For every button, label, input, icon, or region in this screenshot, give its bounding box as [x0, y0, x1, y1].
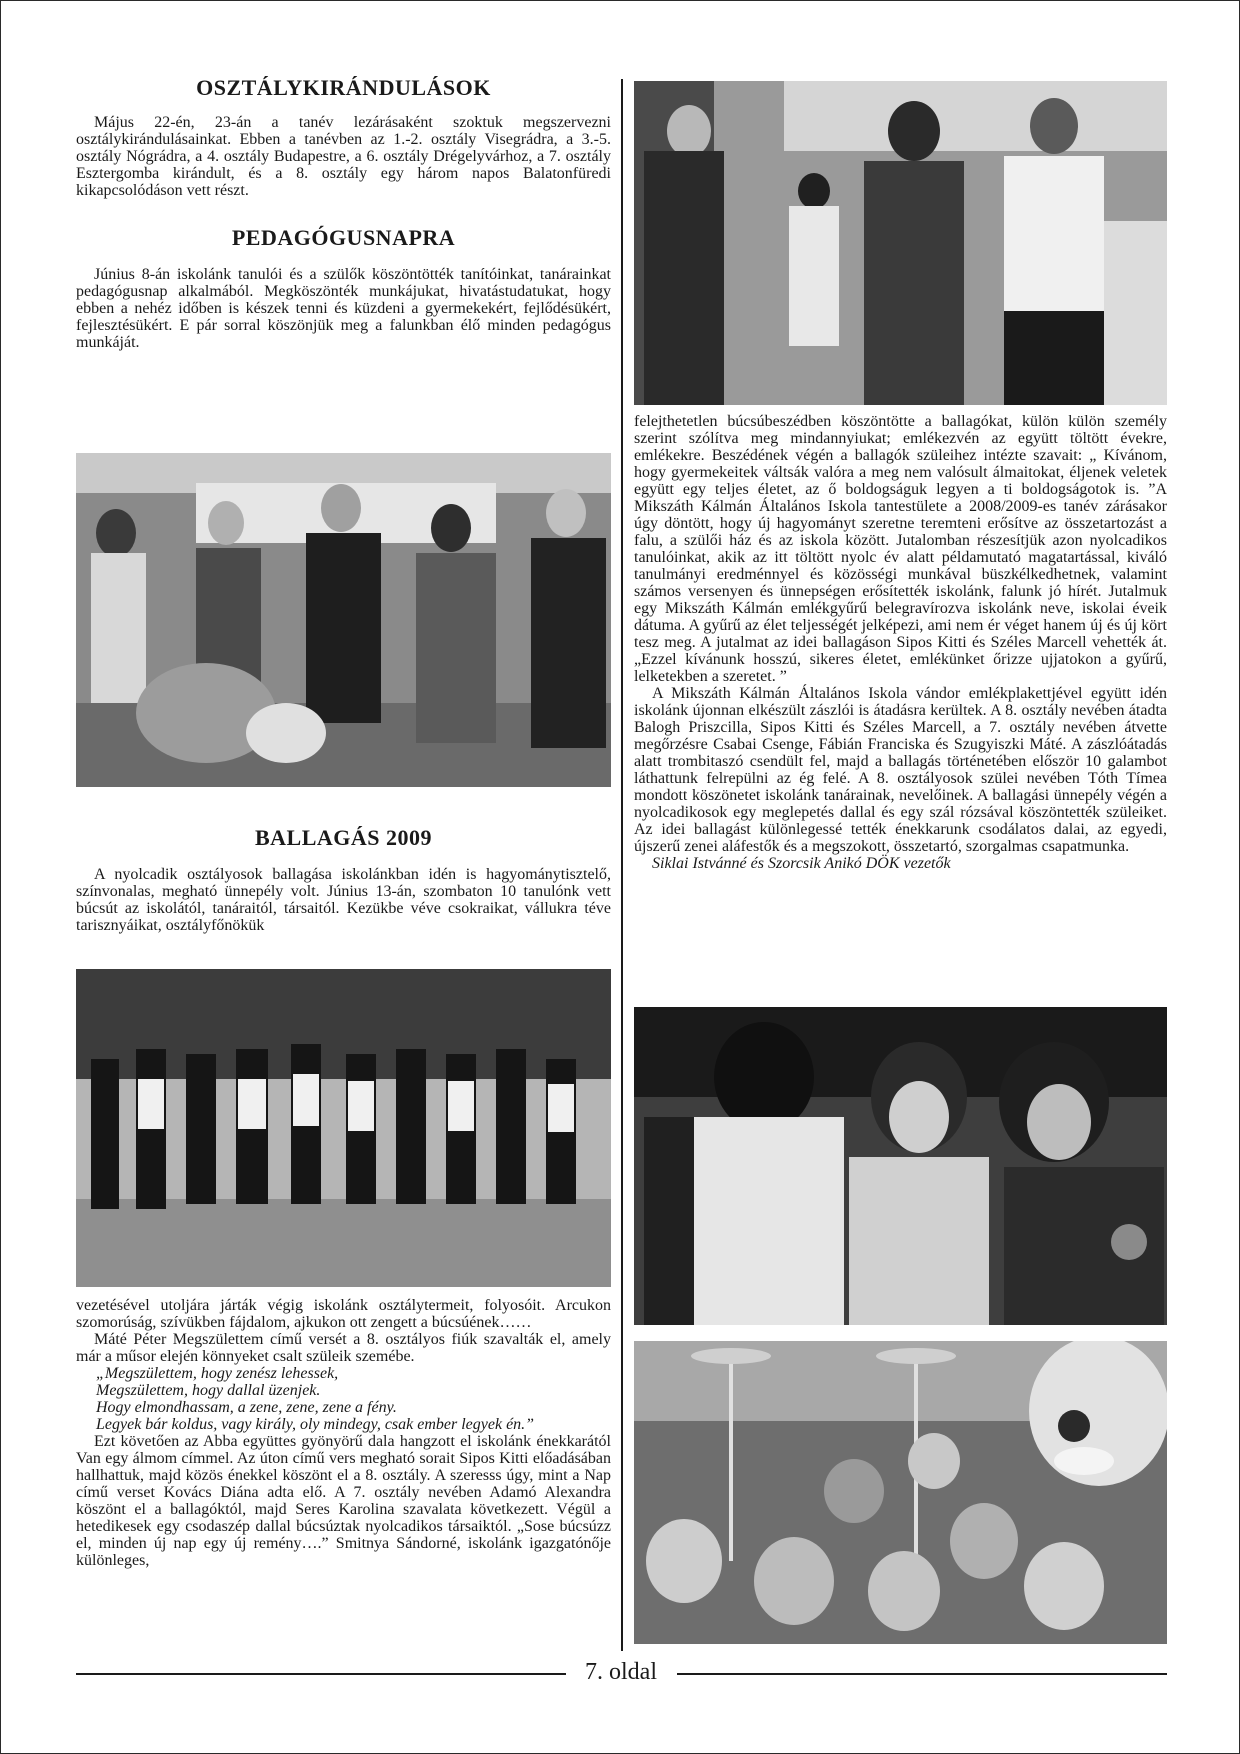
- right-column: [634, 413, 1167, 872]
- footer-line-right: [677, 1673, 1167, 1675]
- heading-osztalykirandulasok: OSZTÁLYKIRÁNDULÁSOK: [196, 75, 491, 100]
- page-number: 7. oldal: [585, 1659, 657, 1685]
- column-divider: [621, 79, 623, 1651]
- paragraph-kirandulas: Május 22-én, 23-án a tanév lezárásaként szoktuk megszervezni osztálykirándulásainkat. Ebben a tanévben az 1.-2. osztály Visegrádra, a 3.-5. osztály Nógrádra, a 4. osztály Budapestre, a 6. osztály Drégelyvárhoz, a 7. osztály Esztergomba kirándult, és a 8. osztály egy három napos Balatonfüredi kikapcsolódáson vett részt.: [76, 114, 611, 199]
- paragraph-ballagas-1: A nyolcadik osztályosok ballagása iskolánkban idén is hagyománytisztelő, színvonalas, megható ünnepély volt. Június 13-án, szombaton 10 tanulónk vett búcsút az iskolától, tanáraitól, társaitól. Kezükbe véve csokraikat, vállukra téve tarisznyáikat, osztályfőnökük: [76, 866, 611, 934]
- paragraph-ballagas-3: Máté Péter Megszülettem című versét a 8. osztályos fiúk szavalták el, amely már a műsor elején könnyeket csalt szüleik szemébe.: [76, 1331, 611, 1365]
- poem-line: „Megszülettem, hogy zenész lehessek,: [96, 1365, 339, 1382]
- article-signature: Siklai Istvánné és Szorcsik Anikó DÖK vezetők: [652, 855, 951, 872]
- paragraph-ballagas-4: Ezt követően az Abba együttes gyönyörű dala hangzott el iskolánk énekkarától Van egy álmom címmel. Az úton című vers megható sorait Sipos Kitti előadásában hallhattuk, majd közös énekkel köszönt el a 8. osztály. A szeresss úgy, mint a Nap című verset Kovács Diána adta elő. A 7. osztály nevében Adamó Alexandra köszönt el a ballagóktól, majd Seres Karolina szavalata következett. Végül a hetedikesek egy csodaszép dallal búcsúztak nyolcadikos társaiktól. „Sose búcsúzz el, minden új nap egy új remény….” Smitnya Sándorné, iskolánk igazgatónője különleges,: [76, 1433, 611, 1569]
- left-column-continuation: [76, 1297, 611, 1569]
- poem-line: Megszülettem, hogy dallal üzenjek.: [96, 1382, 321, 1399]
- photo-children-crafts: [634, 1007, 1167, 1325]
- paragraph-pedagogusnap: Június 8-án iskolánk tanulói és a szülők köszöntötték tanítóinkat, tanárainkat pedagógusnap alkalmából. Megköszönték munkájukat, hivatástudatukat, hogy ebben a nehéz időben is készek tenni és küzdeni a gyermekekért, fejlődésükért, fejlesztésükért. E pár sorral köszönjük meg a falunkban élő minden pedagógus munkáját.: [76, 266, 611, 351]
- poem-line: Legyek bár koldus, vagy király, oly mindegy, csak ember legyek én.”: [96, 1416, 535, 1433]
- heading-ballagas: BALLAGÁS 2009: [254, 825, 433, 850]
- photo-graduation-procession: [76, 969, 611, 1287]
- paragraph-ballagas-2: vezetésével utoljára járták végig iskolánk osztálytermeit, folyosóit. Arcukon szomorúság, szívükben fájdalom, ajkukon ott zengett a búcsúének……: [76, 1297, 611, 1331]
- photo-clown-children: [634, 1341, 1167, 1644]
- footer-line-left: [76, 1673, 566, 1675]
- left-column: [76, 75, 611, 351]
- paragraph-ballagas-6: A Mikszáth Kálmán Általános Iskola vándor emlékplakettjével együtt idén iskolánk újonnan elkészült zászlói is átadásra kerültek. A 8. osztály nevében átadta Balogh Priszcilla, Sipos Kitti és Széles Marcell, a 7. osztály nevében átvette megőrzésre Csabai Csenge, Fábián Franciska és Szugyiszki Máté. A zászlóátadás alatt trombitaszó csendült fel, majd a ballagás történetében először 10 galambot láthattunk felrepülni az ég felé. A 8. osztályosok szülei nevében Tóth Tímea mondott köszönetet iskolánk tanárainak, nevelőinek. A ballagási ünnepély végén a nyolcadikosok egy meglepetés dallal és egy szál rózsával köszöntették szüleiket. Az idei ballagást különlegessé tették énekkarunk csodálatos dalai, az egyedi, újszerű zenei aláfestők és a megszokott, összetartó, szorgalmas csapatmunka.: [634, 685, 1167, 855]
- left-column-ballagas: [76, 825, 611, 934]
- photo-teachers: [76, 453, 611, 787]
- photo-choir-singers: [634, 81, 1167, 405]
- poem-line: Hogy elmondhassam, a zene, zene, zene a fény.: [96, 1399, 397, 1416]
- paragraph-ballagas-5: felejthetetlen búcsúbeszédben köszöntötte a ballagókat, külön külön személy szerint szólítva meg mindannyiukat; emlékezvén az együtt töltött évekre, emlékekre. Beszédének végén a ballagók szüleihez intézte szavait: „ Kívánom, hogy gyermekeitek váltsák valóra a meg nem valósult álmaitokat, éljenek veletek együtt egy teljes életet, az ő boldogságuk legyen a ti boldogságotok is. ”A Mikszáth Kálmán Általános Iskola tantestülete a 2008/2009-es tanév zárásakor úgy döntött, hogy új hagyományt szeretne teremteni erősítve az összetartozást a falu, a szülői ház és az iskola között. Jutalomban részesítjük azon nyolcadikos tanulóinkat, akik az itt töltött nyolc év alatt példamutató magatartással, kiváló tanulmányi eredménnyel és közösségi munkával büszkélkedhetnek, valamint számos versenyen és ünnepségen erősítették iskolánk, falunk jó hírét. Jutalmuk egy Mikszáth Kálmán emlékgyűrű belegravírozva iskolánk neve, iskolai éveik dátuma. A gyűrű az élet teljességét jelképezi, ami nem ér véget hanem új és új kört tesz meg. A jutalmat az idei ballagáson Sipos Kitti és Széles Marcell vehették át. „Ezzel kívánunk hosszú, sikeres életet, emlékünket őrizze ujjatokon a gyűrű, lelketekben a szeretet. ”: [634, 413, 1167, 685]
- poem-quote: [76, 1365, 611, 1433]
- heading-pedagogusnap: PEDAGÓGUSNAPRA: [231, 225, 456, 250]
